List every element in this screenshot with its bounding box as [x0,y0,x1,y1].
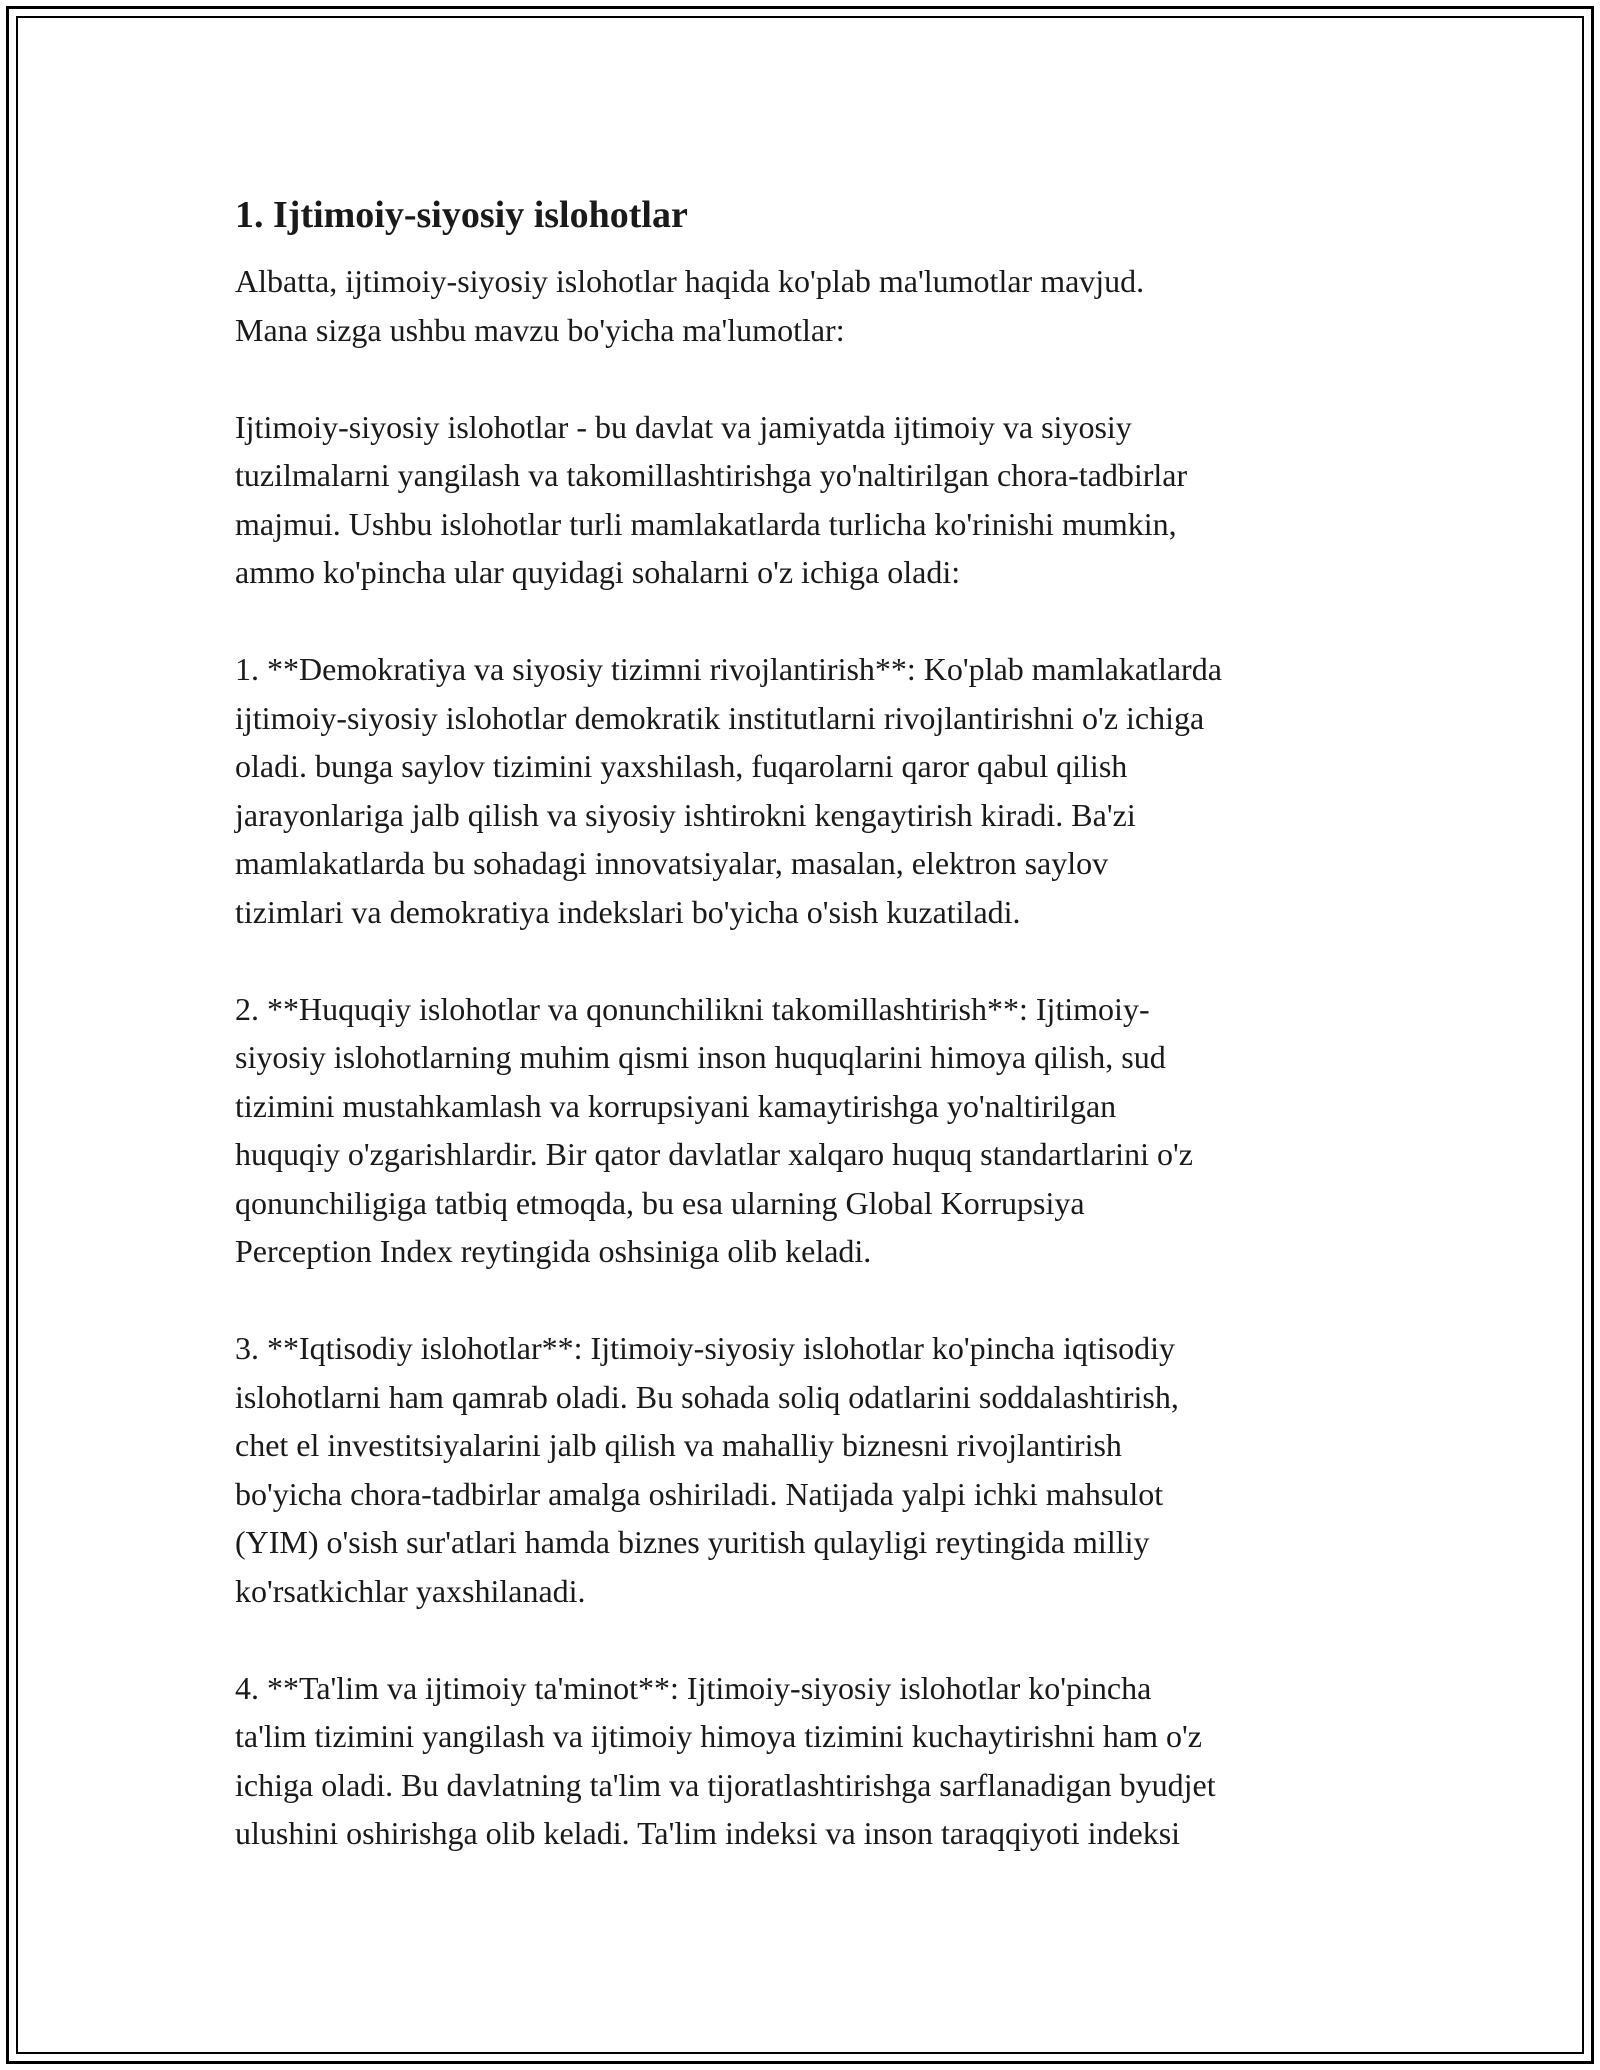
list-item-democracy: 1. **Demokratiya va siyosiy tizimni rivojlantirish**: Ko'plab mamlakatlarda ijtimoiy-siyosiy islohotlar demokratik institutlarni rivojlantirishni o'z ichiga oladi. bunga saylov tizimini yaxshilash, fuqarolarni qaror qabul qilish jarayonlariga jalb qilish va siyosiy ishtirokni kengaytirish kiradi. Ba'zi mamlakatlarda bu sohadagi innovatsiyalar, masalan, elektron saylov tizimlari va demokratiya indekslari bo'yicha o'sish kuzatiladi. [235,651,1222,930]
list-item-legal-reforms: 2. **Huquqiy islohotlar va qonunchilikni takomillashtirish**: Ijtimoiy- siyosiy islohotlarning muhim qismi inson huquqlarini himoya qilish, sud tizimini mustahkamlash va korrupsiyani kamaytirishga yo'naltirilgan huquqiy o'zgarishlardir. Bir qator davlatlar xalqaro huquq standartlarini o'z qonunchiligiga tatbiq etmoqda, bu esa ularning Global Korrupsiya Perception Index reytingida oshsiniga olib keladi. [235,990,1193,1269]
section-heading: 1. Ijtimoiy-siyosiy islohotlar [235,194,688,236]
list-item-education: 4. **Ta'lim va ijtimoiy ta'minot**: Ijtimoiy-siyosiy islohotlar ko'pincha ta'lim tizimini yangilash va ijtimoiy himoya tizimini kuchaytirishni ham o'z ichiga oladi. Bu davlatning ta'lim va tijoratlashtirishga sarflanadigan byudjet ulushini oshirishga olib keladi. Ta'lim indeksi va inson taraqqiyoti indeksi [235,1669,1216,1851]
definition-paragraph: Ijtimoiy-siyosiy islohotlar - bu davlat va jamiyatda ijtimoiy va siyosiy tuzilmalarni yangilash va takomillashtirishga yo'naltirilgan chora-tadbirlar majmui. Ushbu islohotlar turli mamlakatlarda turlicha ko'rinishi mumkin, ammo ko'pincha ular quyidagi sohalarni o'z ichiga oladi: [235,408,1188,590]
document-body [235,187,1375,1906]
list-item-economic-reforms: 3. **Iqtisodiy islohotlar**: Ijtimoiy-siyosiy islohotlar ko'pincha iqtisodiy islohotlarni ham qamrab oladi. Bu sohada soliq odatlarini soddalashtirish, chet el investitsiyalarini jalb qilish va mahalliy biznesni rivojlantirish bo'yicha chora-tadbirlar amalga oshiriladi. Natijada yalpi ichki mahsulot (YIM) o'sish sur'atlari hamda biznes yuritish qulayligi reytingida milliy ko'rsatkichlar yaxshilanadi. [235,1330,1179,1609]
intro-paragraph: Albatta, ijtimoiy-siyosiy islohotlar haqida ko'plab ma'lumotlar mavjud. Mana sizga ushbu mavzu bo'yicha ma'lumotlar: [235,263,1145,348]
